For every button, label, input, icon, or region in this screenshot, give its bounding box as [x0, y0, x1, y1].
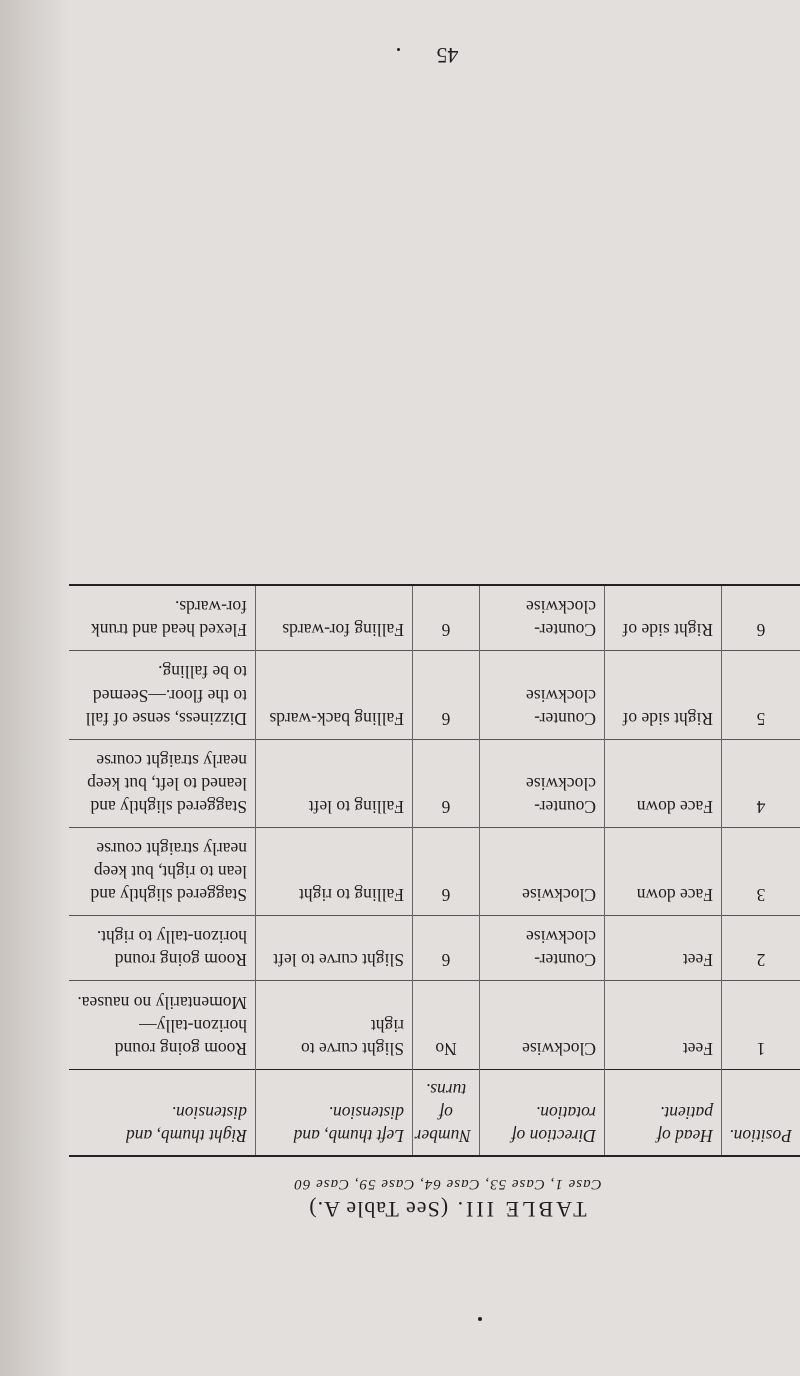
cell-turns: 6	[413, 585, 480, 651]
cell-head: Right side of	[605, 651, 722, 739]
cell-rotation: Counter-clockwise	[480, 739, 605, 827]
cell-left: Slight curve to right	[256, 981, 413, 1069]
page-number: 45	[436, 43, 459, 68]
header-left: Left thumb, and distension.	[256, 1069, 413, 1156]
cell-head: Face down	[605, 739, 722, 827]
caption-label: TABLE III.	[454, 1197, 587, 1222]
cell-head: Right side of	[605, 585, 722, 651]
rotated-page	[77, 43, 800, 1230]
scan-speck	[478, 1317, 482, 1321]
cell-right: Room going round horizon-tally—Momentarily no nausea.	[69, 981, 256, 1069]
cell-turns: No	[413, 981, 480, 1069]
cell-right: Staggered slightly and lean to right, but keep nearly straight course	[69, 827, 256, 915]
table-row	[69, 916, 800, 981]
cell-position: 3	[756, 885, 766, 906]
cell-rotation: Clockwise	[480, 981, 605, 1069]
header-rotation: Direction of rotation.	[480, 1069, 605, 1156]
cell-position: 6	[756, 620, 766, 641]
cell-right: Room going round horizon-tally to right.	[69, 916, 256, 981]
cell-position: 2	[756, 950, 766, 971]
header-right: Right thumb, and distension.	[69, 1069, 256, 1156]
cell-left: Slight curve to left	[256, 916, 413, 981]
cell-rotation: Counter-clockwise	[480, 585, 605, 651]
cell-left: Falling to left	[256, 739, 413, 827]
cell-rotation: Counter-clockwise	[480, 651, 605, 739]
cell-turns: 6	[413, 651, 480, 739]
data-table	[69, 584, 800, 1157]
scan-edge-shadow	[0, 0, 70, 1376]
cell-head: Feet	[605, 981, 722, 1069]
cell-right: Dizziness, sense of fall to the floor.—Seemed to be falling.	[69, 651, 256, 739]
table-row	[69, 651, 800, 739]
header-head: Head of patient.	[605, 1069, 722, 1156]
cell-left: Falling for-wards	[256, 585, 413, 651]
caption-runs: Case 1, Case 53, Case 64, Case 59, Case 60	[293, 1176, 602, 1192]
cell-position: 5	[756, 708, 766, 729]
table-row	[69, 585, 800, 651]
cell-position: 4	[756, 796, 766, 817]
cell-turns: 6	[413, 827, 480, 915]
cell-head: Face down	[605, 827, 722, 915]
cell-right: Flexed head and trunk for-wards.	[69, 585, 256, 651]
table-header-row	[69, 1069, 800, 1156]
caption-title: (See Table A.)	[308, 1197, 449, 1222]
cell-rotation: Clockwise	[480, 827, 605, 915]
cell-right: Staggered slightly and leaned to left, but keep nearly straight course	[69, 739, 256, 827]
table-row	[69, 739, 800, 827]
table-caption	[95, 1175, 800, 1222]
cell-turns: 6	[413, 739, 480, 827]
table-row	[69, 981, 800, 1069]
table-row	[69, 827, 800, 915]
cell-head: Feet	[605, 916, 722, 981]
header-position: Position.	[729, 1126, 792, 1146]
cell-left: Falling to right	[256, 827, 413, 915]
cell-left: Falling back-wards	[256, 651, 413, 739]
header-turns: Number of turns.	[413, 1069, 480, 1156]
cell-position: 1	[756, 1038, 766, 1059]
cell-rotation: Counter-clockwise	[480, 916, 605, 981]
cell-turns: 6	[413, 916, 480, 981]
